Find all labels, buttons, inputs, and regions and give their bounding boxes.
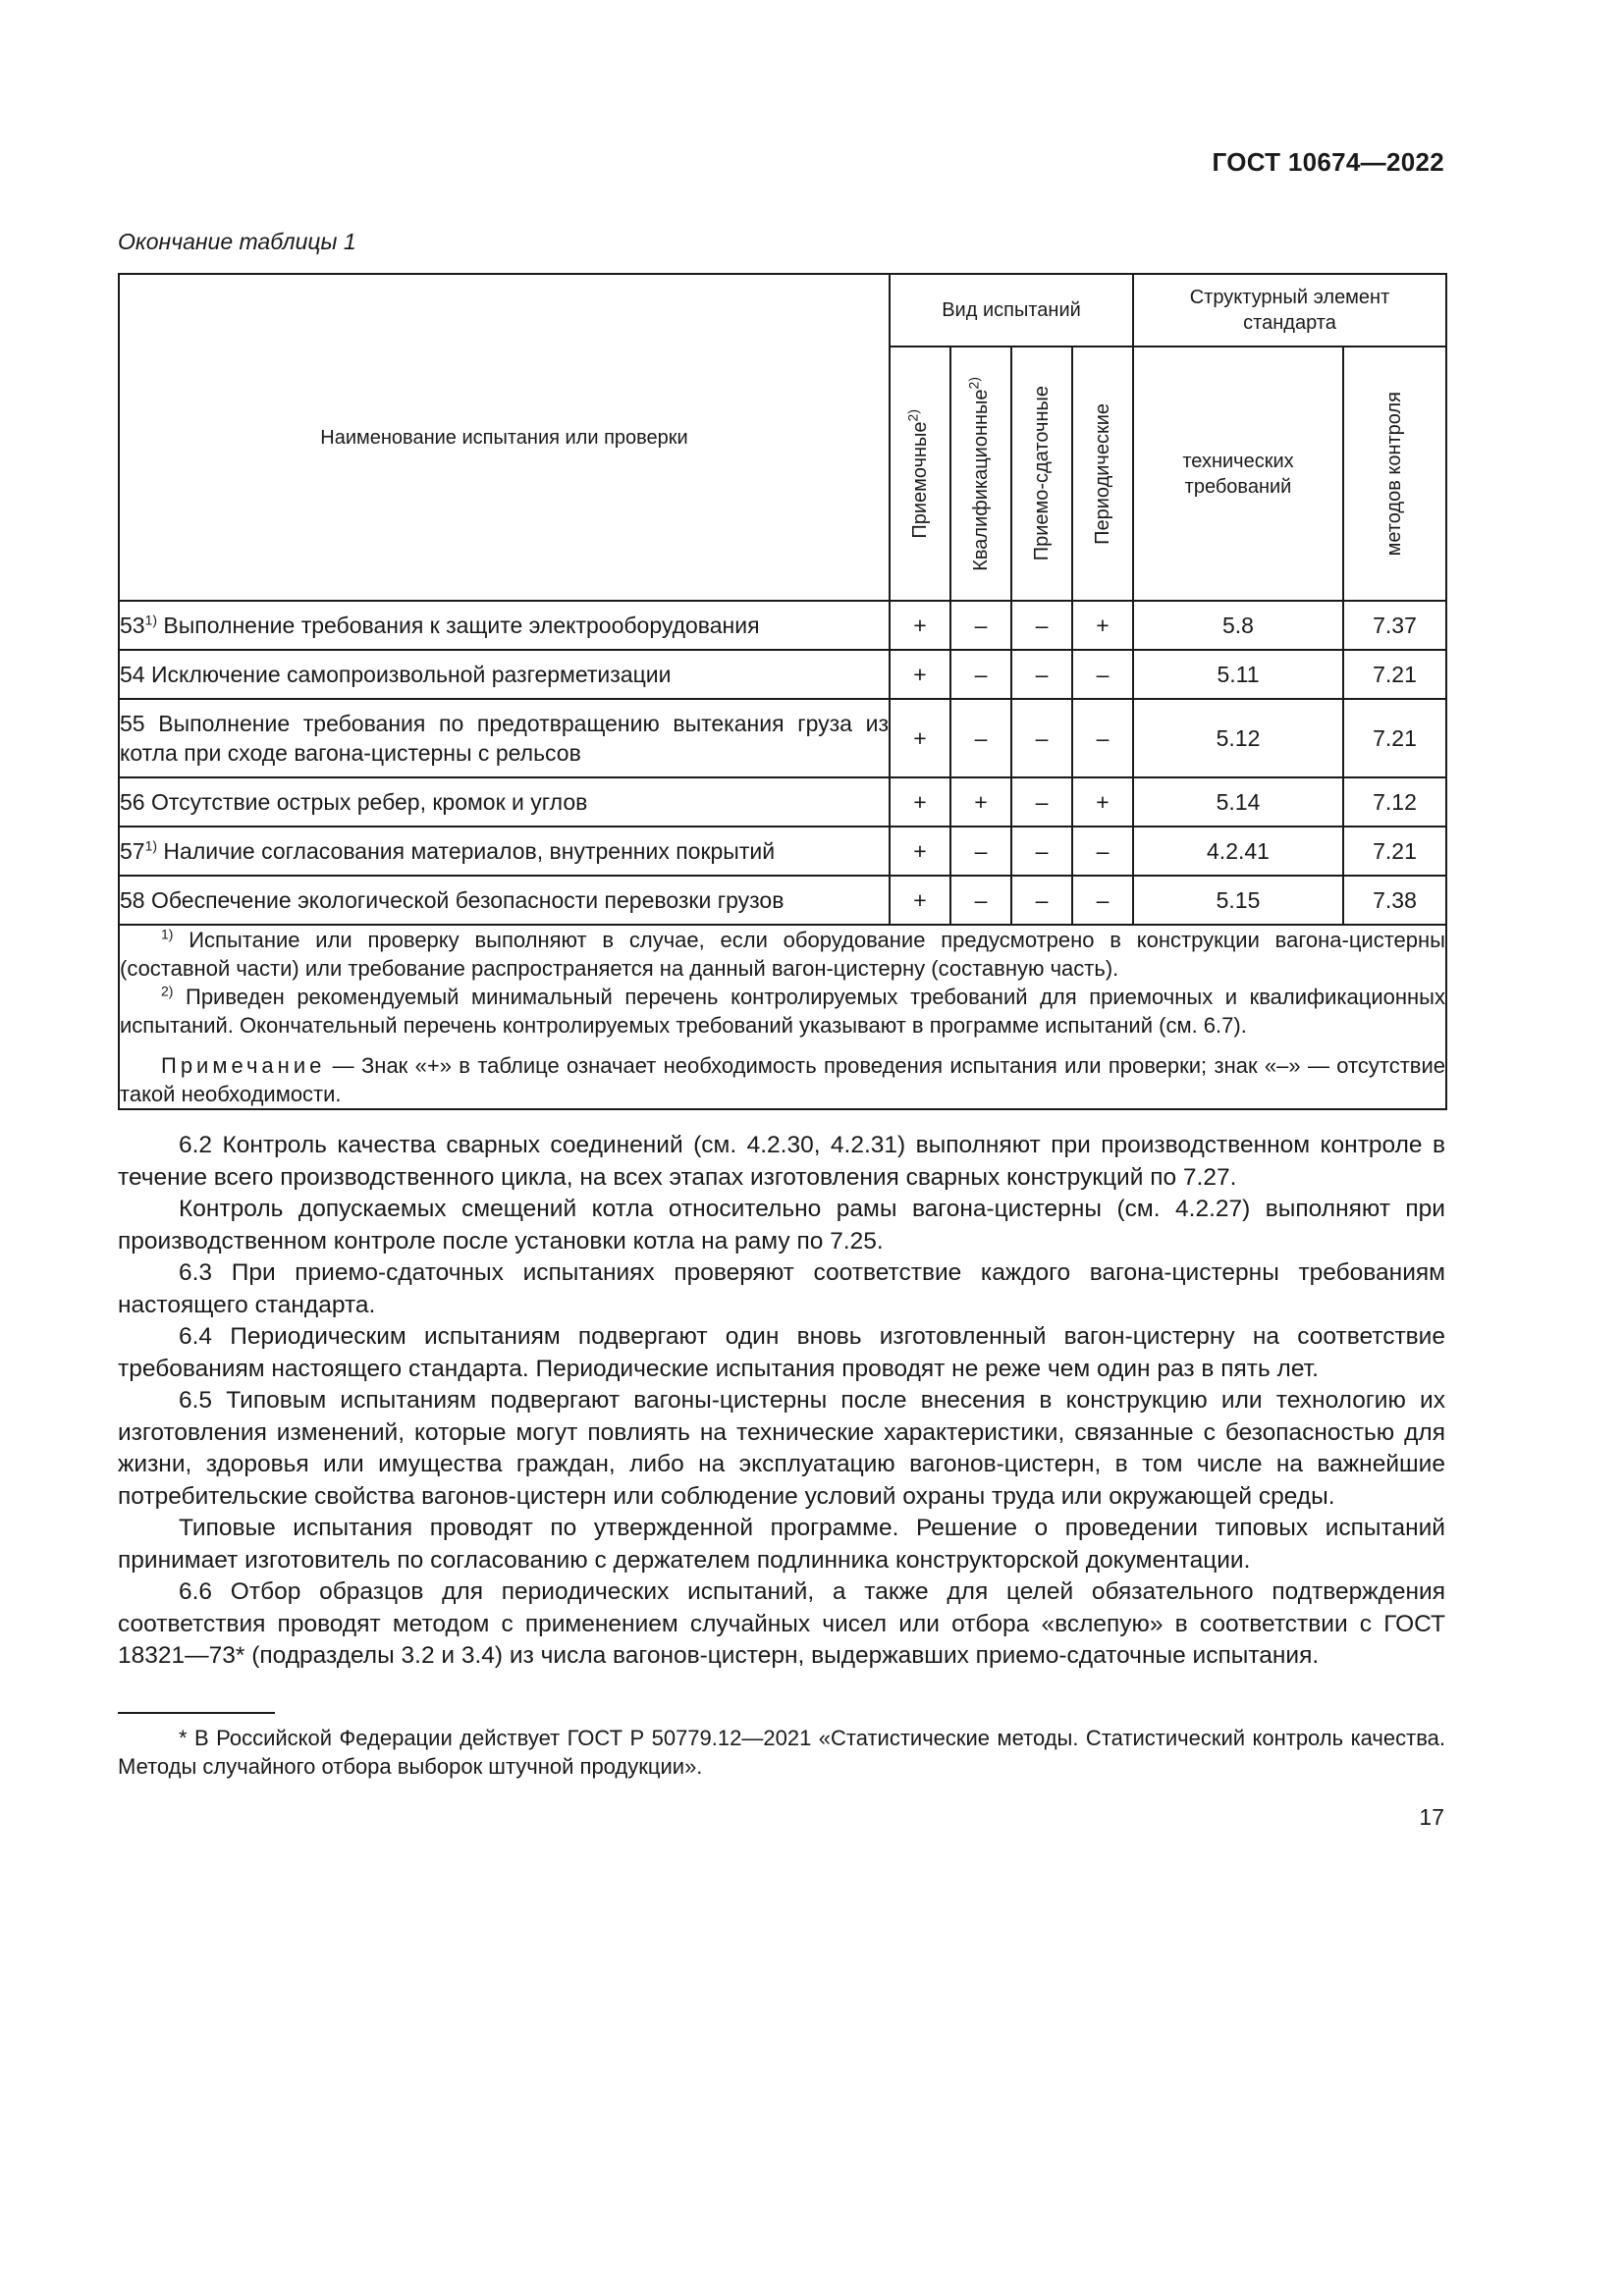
- cell-acceptance: +: [890, 876, 950, 925]
- cell-qualification: –: [950, 699, 1011, 777]
- cell-tech-req: 5.11: [1133, 650, 1343, 699]
- cell-control-method: 7.21: [1343, 699, 1446, 777]
- table-notes: [119, 925, 1446, 1109]
- cell-acceptance: +: [890, 601, 950, 650]
- cell-tech-req: 5.15: [1133, 876, 1343, 925]
- table-note: [120, 1051, 1445, 1108]
- cell-periodic: +: [1072, 777, 1133, 827]
- header-qualification-label: Квалификационные: [969, 389, 992, 571]
- cell-periodic: –: [1072, 876, 1133, 925]
- header-structural-element-group: [1133, 274, 1446, 347]
- header-acceptance: [890, 347, 950, 601]
- row-name: 55 Выполнение требования по предотвращению вытекания груза из котла при сходе вагона-цистерны с рельсов: [119, 699, 890, 777]
- header-structural-element-label: Структурный элемент стандарта: [1189, 287, 1390, 334]
- paragraph-6-4: 6.4 Периодическим испытаниям подвергают один вновь изготовленный вагон-цистерну на соответствие требованиям настоящего стандарта. Периодические испытания проводят не реже чем один раз в пять лет.: [118, 1323, 1445, 1382]
- cell-qualification: –: [950, 876, 1011, 925]
- cell-periodic: +: [1072, 601, 1133, 650]
- row-name: 57$^{1)}$ Наличие согласования материалов, внутренних покрытий: [119, 827, 890, 876]
- paragraph-6-2-cont: Контроль допускаемых смещений котла относительно рамы вагона-цистерны (см. 4.2.27) выполняют при производственном контроле после установки котла на раму по 7.25.: [118, 1196, 1445, 1255]
- cell-acceptance: +: [890, 777, 950, 827]
- cell-control-method: 7.12: [1343, 777, 1446, 827]
- header-qualification: [950, 347, 1011, 601]
- table-caption: Окончание таблицы 1: [118, 229, 356, 254]
- page-footnote: [118, 1724, 1445, 1781]
- tests-table: [118, 273, 1447, 1110]
- header-tech-requirements: [1133, 347, 1343, 601]
- row-name: 54 Исключение самопроизвольной разгерметизации: [119, 650, 890, 699]
- body-text: [118, 1130, 1445, 1673]
- page-footnote-text: * В Российской Федерации действует ГОСТ Р 50779.12—2021 «Статистические методы. Статистический контроль качества. Методы случайного отбора выборок штучной продукции».: [118, 1726, 1445, 1779]
- cell-periodic: –: [1072, 827, 1133, 876]
- header-control-methods-label: методов контроля: [1383, 391, 1405, 557]
- row-name: 56 Отсутствие острых ребер, кромок и углов: [119, 777, 890, 827]
- paragraph-6-5: 6.5 Типовым испытаниям подвергают вагоны-цистерны после внесения в конструкцию или технологию их изготовления изменений, которые могут повлиять на технические характеристики, связанные с безопасностью для жизни, здоровья или имущества граждан, либо на эксплуатацию вагонов-цистерн, в том числе на важнейшие потребительские свойства вагонов-цистерн или соблюдение условий охраны труда или окружающей среды.: [118, 1387, 1445, 1510]
- cell-acceptance: +: [890, 827, 950, 876]
- cell-delivery: –: [1011, 876, 1072, 925]
- paragraph-6-5-cont: Типовые испытания проводят по утвержденной программе. Решение о проведении типовых испытаний принимает изготовитель по согласованию с держателем подлинника конструкторской документации.: [118, 1515, 1445, 1574]
- cell-control-method: 7.21: [1343, 650, 1446, 699]
- cell-tech-req: 5.12: [1133, 699, 1343, 777]
- table-row: [119, 699, 1446, 777]
- cell-delivery: –: [1011, 699, 1072, 777]
- header-delivery-label: Приемо-сдаточные: [1030, 386, 1053, 561]
- cell-delivery: –: [1011, 601, 1072, 650]
- cell-qualification: –: [950, 827, 1011, 876]
- page-number: 17: [1419, 1804, 1444, 1830]
- header-control-methods: [1343, 347, 1446, 601]
- cell-acceptance: +: [890, 699, 950, 777]
- cell-delivery: –: [1011, 650, 1072, 699]
- cell-acceptance: +: [890, 650, 950, 699]
- cell-tech-req: 5.8: [1133, 601, 1343, 650]
- table-row: [119, 876, 1446, 925]
- cell-tech-req: 5.14: [1133, 777, 1343, 827]
- cell-qualification: +: [950, 777, 1011, 827]
- table-footnote-2: $^{2)}$ Приведен рекомендуемый минимальный перечень контролируемых требований для приемочных и квалификационных испытаний. Окончательный перечень контролируемых требований указывают в программе испытаний (см. 6.7).: [120, 983, 1445, 1038]
- header-qualification-sup: 2): [964, 376, 981, 390]
- cell-control-method: 7.21: [1343, 827, 1446, 876]
- cell-tech-req: 4.2.41: [1133, 827, 1343, 876]
- note-label: Примечание: [161, 1053, 326, 1078]
- document-code: ГОСТ 10674—2022: [1212, 147, 1444, 177]
- paragraph-6-3: 6.3 При приемо-сдаточных испытаниях проверяют соответствие каждого вагона-цистерны требованиям настоящего стандарта.: [118, 1259, 1445, 1318]
- note-text: — Знак «+» в таблице означает необходимость проведения испытания или проверки; знак «–» — отсутствие такой необходимости.: [120, 1053, 1445, 1106]
- cell-control-method: 7.37: [1343, 601, 1446, 650]
- table-row: [119, 601, 1446, 650]
- cell-control-method: 7.38: [1343, 876, 1446, 925]
- header-test-name: Наименование испытания или проверки: [119, 274, 890, 601]
- table-row: [119, 827, 1446, 876]
- cell-delivery: –: [1011, 777, 1072, 827]
- header-acceptance-label: Приемочные: [908, 421, 931, 539]
- cell-periodic: –: [1072, 699, 1133, 777]
- table-row: [119, 777, 1446, 827]
- paragraph-6-2: 6.2 Контроль качества сварных соединений (см. 4.2.30, 4.2.31) выполняют при производственном контроле в течение всего производственного цикла, на всех этапах изготовления сварных конструкций по 7.27.: [118, 1132, 1445, 1191]
- row-name: 58 Обеспечение экологической безопасности перевозки грузов: [119, 876, 890, 925]
- cell-qualification: –: [950, 650, 1011, 699]
- footnote-separator: [118, 1712, 275, 1714]
- header-delivery: [1011, 347, 1072, 601]
- header-tech-requirements-label: технических требований: [1182, 450, 1294, 498]
- header-periodic: [1072, 347, 1133, 601]
- cell-qualification: –: [950, 601, 1011, 650]
- cell-periodic: –: [1072, 650, 1133, 699]
- cell-delivery: –: [1011, 827, 1072, 876]
- table-row: [119, 650, 1446, 699]
- paragraph-6-6: 6.6 Отбор образцов для периодических испытаний, а также для целей обязательного подтверждения соответствия проводят методом с применением случайных чисел или отбора «вслепую» в соответствии с ГОСТ 18321—73* (подразделы 3.2 и 3.4) из числа вагонов-цистерн, выдержавших приемо-сдаточные испытания.: [118, 1578, 1445, 1669]
- table-footnote-1: $^{1)}$ Испытание или проверку выполняют в случае, если оборудование предусмотрено в конструкции вагона-цистерны (составной части) или требование распространяется на данный вагон-цистерну (составную часть).: [120, 926, 1445, 981]
- row-name: 53$^{1)}$ Выполнение требования к защите электрооборудования: [119, 601, 890, 650]
- header-test-type-group: Вид испытаний: [890, 274, 1133, 347]
- header-acceptance-sup: 2): [903, 408, 920, 422]
- header-periodic-label: Периодические: [1091, 402, 1113, 545]
